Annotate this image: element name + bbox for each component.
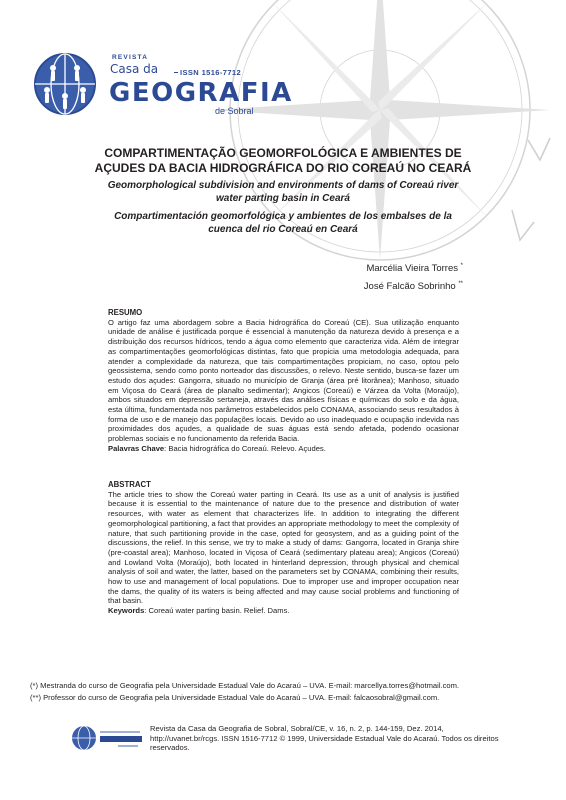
- abstract-keywords-text: : Coreaú water parting basin. Relief. Dams.: [144, 606, 290, 616]
- title-english: [60, 180, 506, 205]
- globe-logo-icon: [33, 52, 97, 116]
- resumo-keywords-label: Palavras Chave: [108, 443, 165, 453]
- title-spanish: [60, 211, 506, 236]
- footnotes: [30, 681, 499, 702]
- title-es-line2: cuenca del rio Coreaú en Ceará: [208, 223, 358, 235]
- logo-geografia-text: GEOGRAFIA: [109, 78, 293, 108]
- title-portuguese: [60, 146, 506, 175]
- abstract-keywords-label: Keywords: [108, 606, 145, 616]
- footer-citation: Revista da Casa da Geografia de Sobral, Sobral/CE, v. 16, n. 2, p. 144-159, Dez. 2014, http://uvanet.br/rcgs. ISSN 1516-7712 © 1999, Universidade Estadual Vale do Acaraú. Todos os direitos reservados.: [150, 724, 499, 753]
- author-1: Marcélia Vieira Torres *: [366, 263, 463, 275]
- abstract-body: The article tries to show the Coreaú water parting in Ceará. Its use as a unit of analysis is justified because it is essential to the maintenance of nature due to the presence and distribution of water resources, with water as element that characterizes life. In addition to integrating the different geomorphological partitioning, a fact that provides an appropriate methodology to meet the complexity of nature, that such partitioning provide in the case, opted for geosystem, and as a guiding point of the discussions, the relief. In this sense, we try to make a study of dams: Gangorra, located in Granja shire (pre-coastal area); Manhoso, located in Viçosa of Ceará (sedimentary plateau area); Angicos (Coreaú) and Lowland Volta (Moraújo), both located in hinterland depression, through physical and chemical analysis of soil and water, the latter, based on the parameters set by CONAMA, combining their results, how to use and management of local populations. Due to improper use and improper occupation near the dams, the quality of its waters is being affected and may cause social problems and functioning of that basin.: [108, 489, 459, 606]
- journal-logo: [30, 48, 293, 128]
- page-footer: [70, 722, 506, 756]
- footnote-1: (*) Mestranda do curso de Geografia pela Universidade Estadual Vale do Acaraú – UVA. E-mail: marcellya.torres@hotmail.com.: [30, 681, 460, 690]
- abstract-keywords: [108, 606, 459, 616]
- resumo-heading: RESUMO: [108, 308, 143, 317]
- title-es-line1: Compartimentación geomorfológica y ambientes de los embalses de la: [114, 211, 452, 222]
- author-1-mark: *: [460, 263, 463, 269]
- logo-de-sobral-text: de Sobral: [215, 106, 254, 116]
- title-pt-line1: COMPARTIMENTAÇÃO GEOMORFOLÓGICA E AMBIENTES DE: [104, 146, 462, 160]
- resumo-body: O artigo faz uma abordagem sobre a Bacia hidrográfica do Coreaú (CE). Sua utilização enquanto unidade de análise é justificada porque é essencial à manutenção da natureza devido à presença e a distribuição dos recursos hídricos, tendo a água como elemento que caracteriza vida. Além de integrar as compartimentações geomorfológicas distintas, fato que propicia uma metodologia adequada, para atender a complexidade da natureza, que tais compartimentações propiciam, no caso, optou pelo geossistema, sendo como ponto norteador das discussões, o relevo. Neste sentido, busca-se fazer um estudo dos açudes: Gangorra, situado no município de Granja (área pré litorânea); Manhoso, situado em Viçosa do Ceará (área de planalto sedimentar); Angicos (Coreaú) e Várzea da Volta (Moraújo), ambos situados em depressão sertaneja, através das análises físicas e químicas do solo e da água, esta última, fundamentada nos parâmetros estabelecidos pelo CONAMA, associando seus resultados à forma de uso e de manejo das populações locais. Devido ao uso inadequado e ocupação indevida nas proximidades dos açudes, a qualidade de suas águas está sendo afetada, podendo ocasionar problemas sociais e no funcionamento da referida Bacia.: [108, 317, 459, 444]
- logo-issn-text: ISSN 1516-7712: [180, 68, 242, 77]
- abstract-heading: ABSTRACT: [108, 480, 151, 489]
- abstract-section: [108, 480, 459, 616]
- footer-journal-logo-icon: [70, 722, 145, 756]
- title-en-line1: Geomorphological subdivision and environments of dams of Coreaú river: [107, 180, 459, 191]
- resumo-keywords-text: : Bacia hidrográfica do Coreaú. Relevo. Açudes.: [164, 443, 326, 453]
- article-titles: [60, 146, 506, 236]
- resumo-keywords: [108, 444, 459, 454]
- author-2-mark: **: [458, 280, 463, 287]
- footnote-2: (**) Professor do curso de Geografia pela Universidade Estadual Vale do Acaraú – UVA. E-mail: falcaosobral@gmail.com.: [30, 692, 440, 702]
- logo-casa-da-text: Casa da: [110, 62, 159, 76]
- author-2: José Falcão Sobrinho **: [363, 280, 463, 292]
- resumo-section: [108, 308, 459, 454]
- logo-revista-text: REVISTA: [112, 54, 149, 61]
- title-pt-line2: AÇUDES DA BACIA HIDROGRÁFICA DO RIO COREAÚ NO CEARÁ: [94, 160, 472, 175]
- title-en-line2: water parting basin in Ceará: [216, 192, 350, 204]
- authors: [364, 259, 463, 294]
